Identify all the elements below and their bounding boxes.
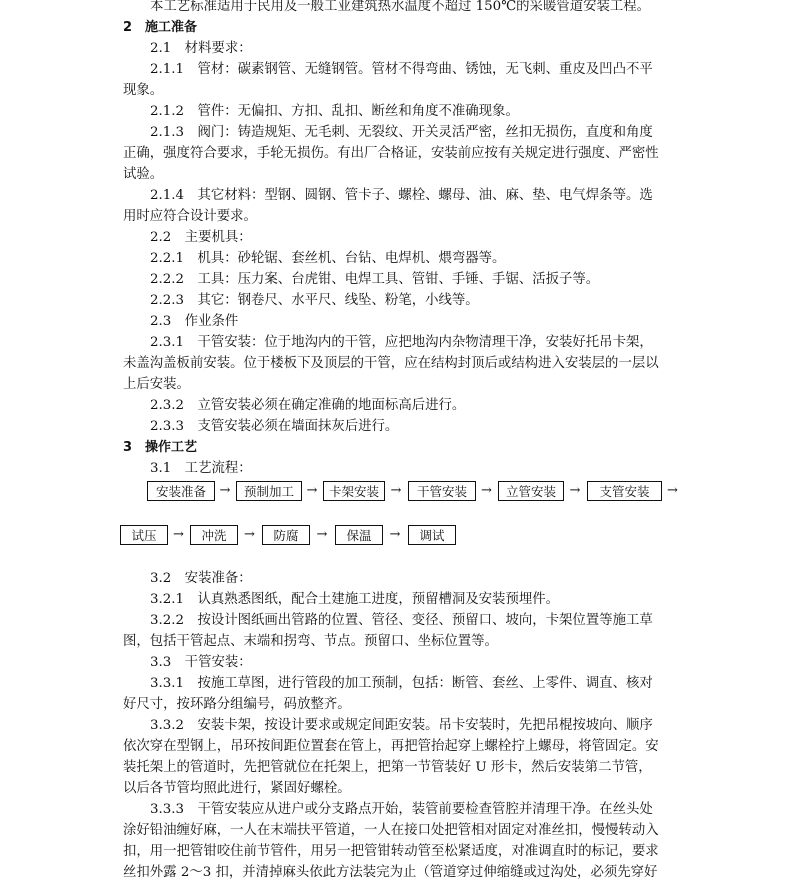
flow-step-box: 防腐 [262, 525, 310, 545]
flow-arrow-icon: → [667, 483, 678, 498]
text-line: 2.1 材料要求： [150, 41, 252, 56]
text-line: 图，包括干管起点、末端和拐弯、节点。预留口、坐标位置等。 [123, 634, 498, 649]
text-line: 2.3.2 立管安装必须在确定准确的地面标高后进行。 [150, 398, 466, 413]
flow-arrow-icon: → [316, 527, 328, 542]
flow-arrow-icon: → [481, 483, 492, 498]
flow-step-box: 干管安装 [408, 481, 476, 501]
text-line: 3.2.1 认真熟悉图纸，配合土建施工进度，预留槽洞及安装预埋件。 [150, 592, 560, 607]
flow-step-box: 调试 [408, 525, 456, 545]
text-line: 装托架上的管道时，先把管就位在托架上，把第一节管装好 U 形卡，然后安装第二节管， [123, 760, 652, 775]
text-line: 2.2.1 机具：砂轮锯、套丝机、台钻、电焊机、煨弯器等。 [150, 251, 506, 266]
flow-arrow-icon: → [173, 527, 184, 542]
text-line: 2.1.4 其它材料：型钢、圆钢、管卡子、螺栓、螺母、油、麻、垫、电气焊条等。选 [150, 188, 653, 203]
text-line: 用时应符合设计要求。 [123, 209, 257, 224]
text-line: 试验。 [123, 167, 164, 182]
text-line: 2.2.2 工具：压力案、台虎钳、电焊工具、管钳、手锤、手锯、活扳子等。 [150, 272, 600, 287]
text-line: 3.3.3 干管安装应从进户或分支路点开始，装管前要检查管腔并清理干净。在丝头处 [150, 802, 653, 817]
flow-step-box: 试压 [120, 525, 168, 545]
text-line: 2.2.3 其它：钢卷尺、水平尺、线坠、粉笔，小线等。 [150, 293, 479, 308]
flow-step-box: 冲洗 [190, 525, 238, 545]
flow-step-box: 立管安装 [498, 481, 564, 501]
flow-arrow-icon: → [390, 483, 402, 498]
flow-step-box: 安装准备 [147, 481, 215, 501]
text-line: 3.3 干管安装： [150, 655, 252, 670]
text-line: 2.3.1 干管安装：位于地沟内的干管，应把地沟内杂物清理干净，安装好托吊卡架， [150, 335, 653, 350]
text-line: 好尺寸，按环路分组编号，码放整齐。 [123, 697, 351, 712]
flow-arrow-icon: → [219, 483, 231, 498]
text-line: 本工艺标准适用于民用及一般工业建筑热水温度不超过 150℃的采暖管道安装工程。 [150, 0, 651, 14]
section-heading: 3 操作工艺 [123, 440, 198, 455]
flow-step-box: 预制加工 [236, 481, 302, 501]
flow-step-box: 支管安装 [587, 481, 662, 501]
text-line: 正确，强度符合要求，手轮无损伤。有出厂合格证，安装前应按有关规定进行强度、严密性 [123, 146, 659, 161]
text-line: 2.3.3 支管安装必须在墙面抹灰后进行。 [150, 419, 399, 434]
text-line: 2.2 主要机具： [150, 230, 252, 245]
text-line: 3.3.2 安装卡架，按设计要求或规定间距安装。吊卡安装时，先把吊棍按坡向、顺序 [150, 718, 653, 733]
text-line: 3.3.1 按施工草图，进行管段的加工预制，包括：断管、套丝、上零件、调直、核对 [150, 676, 653, 691]
flow-arrow-icon: → [389, 527, 401, 542]
text-line: 上后安装。 [123, 377, 190, 392]
text-line: 涂好铅油缠好麻，一人在末端扶平管道，一人在接口处把管相对固定对准丝扣，慢慢转动入 [123, 823, 659, 838]
text-line: 现象。 [123, 83, 164, 98]
text-line: 丝扣外露 2～3 扣，并清掉麻头依此方法装完为止（管道穿过伸缩缝或过沟处，必须先穿好 [123, 865, 658, 880]
text-line: 2.1.3 阀门：铸造规矩、无毛刺、无裂纹、开关灵活严密，丝扣无损伤，直度和角度 [150, 125, 653, 140]
text-line: 2.1.2 管件：无偏扣、方扣、乱扣、断丝和角度不准确现象。 [150, 104, 519, 119]
text-line: 依次穿在型钢上，吊环按间距位置套在管上，再把管抬起穿上螺栓拧上螺母，将管固定。安 [123, 739, 659, 754]
flow-step-box: 卡架安装 [323, 481, 385, 501]
flow-step-box: 保温 [335, 525, 383, 545]
text-line: 未盖沟盖板前安装。位于楼板下及顶层的干管，应在结构封顶后或结构进入安装层的一层以 [123, 356, 659, 371]
section-heading: 2 施工准备 [123, 20, 198, 35]
text-line: 2.1.1 管材：碳素钢管、无缝钢管。管材不得弯曲、锈蚀，无飞刺、重皮及凹凸不平 [150, 62, 653, 77]
text-line: 3.2.2 按设计图纸画出管路的位置、管径、变径、预留口、坡向，卡架位置等施工草 [150, 613, 653, 628]
text-line: 3.1 工艺流程： [150, 461, 252, 476]
text-line: 3.2 安装准备： [150, 571, 252, 586]
flow-arrow-icon: → [569, 483, 581, 498]
flow-arrow-icon: → [244, 527, 255, 542]
text-line: 扣，用一把管钳咬住前节管件，用另一把管钳转动管至松紧适度，对准调直时的标记，要求 [123, 844, 659, 859]
text-line: 以后各节管均照此进行，紧固好螺栓。 [123, 781, 351, 796]
text-line: 2.3 作业条件 [150, 314, 239, 329]
flow-arrow-icon: → [306, 483, 318, 498]
